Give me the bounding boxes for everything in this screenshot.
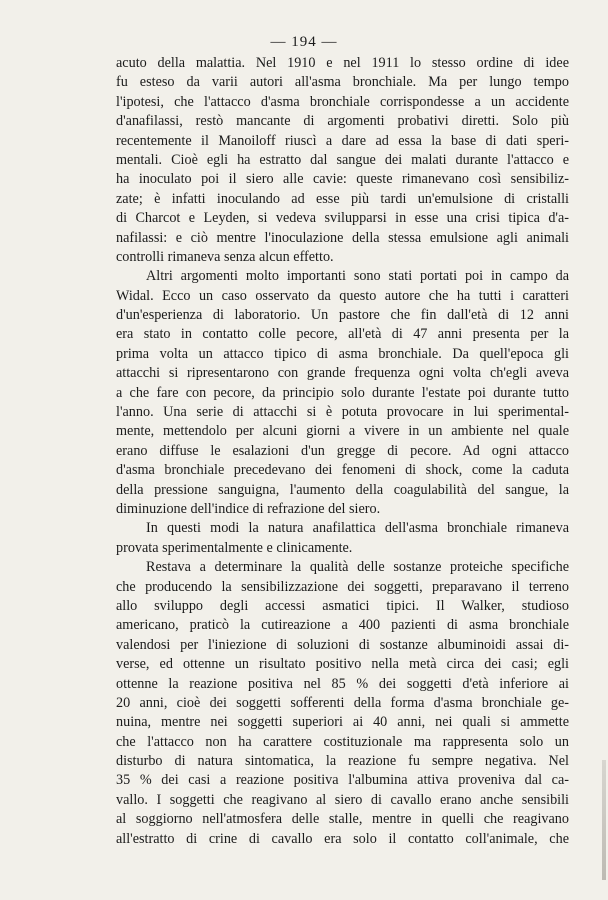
text-line: zate; è infatti inoculando ad esse più tardi un'emulsione di cristalli (116, 190, 569, 207)
text-line: al soggiorno nell'atmosfera delle stalle, mentre in quelli che reagivano (116, 811, 569, 828)
text-line: 20 anni, cioè dei soggetti sofferenti della forma d'asma bronchiale ge- (116, 694, 569, 711)
text-line: controlli rimaneva senza alcun effetto. (116, 248, 334, 265)
text-line: di Charcot e Leyden, si vedeva svilupparsi in esse una crisi tipica d'a- (116, 210, 569, 227)
text-line: erano diffuse le esalazioni d'un gregge di pecore. Ad ogni attacco (116, 442, 569, 459)
text-line: Restava a determinare la qualità delle sostanze proteiche specifiche (146, 559, 569, 576)
text-line: mentali. Cioè egli ha estratto dal sangue dei malati durante l'attacco e (116, 151, 569, 168)
text-line: vallo. I soggetti che reagivano al siero di cavallo erano anche sensibili (116, 791, 569, 808)
text-line: l'anno. Una serie di attacchi si è potuta provocare in lui sperimental- (116, 404, 569, 421)
text-line: Widal. Ecco un caso osservato da questo autore che ha tutti i caratteri (116, 287, 569, 304)
text-line: ha inoculato poi il siero alle cavie: queste rimanevano così sensibiliz- (116, 171, 569, 188)
text-line: Altri argomenti molto importanti sono stati portati poi in campo da (146, 268, 569, 285)
text-line: attacchi si ripresentarono con grande frequenza ogni volta ch'egli aveva (116, 365, 569, 382)
text-line: americano, praticò la cutireazione a 400 pazienti di asma bronchiale (116, 617, 569, 634)
page-number: — 194 — (270, 34, 338, 50)
text-line: che l'attacco non ha carattere costituzionale ma rappresenta solo un (116, 733, 569, 750)
text-line: l'ipotesi, che l'attacco d'asma bronchiale corrispondesse a un accidente (116, 93, 569, 110)
text-line: valendosi per l'iniezione di soluzioni di sostanze albuminoidi assai di- (116, 636, 569, 653)
text-line: mente, mettendolo per alcuni giorni a vivere in un ambiente nel quale (116, 423, 569, 440)
text-line: diminuzione dell'indice di refrazione del siero. (116, 500, 381, 517)
text-line: all'estratto di crine di cavallo era solo il contatto coll'animale, che (116, 830, 569, 847)
page-edge-shadow (602, 760, 606, 880)
text-line: a che fare con pecore, da principio solo durante l'estate poi durante tutto (116, 384, 569, 401)
text-line: che producendo la sensibilizzazione dei soggetti, preparavano il terreno (116, 578, 569, 595)
body-text (116, 54, 569, 849)
text-line: acuto della malattia. Nel 1910 e nel 1911 lo stesso ordine di idee (116, 55, 569, 71)
text-line: era stato in contatto colle pecore, all'età di 47 anni presenta per la (116, 326, 569, 343)
text-line: fu esteso da varii autori all'asma bronchiale. Ma per lungo tempo (116, 74, 569, 91)
text-line: ottenne la reazione positiva nel 85 % dei soggetti d'età inferiore ai (116, 675, 569, 692)
text-line: provata sperimentalmente e clinicamente. (116, 539, 353, 556)
text-line: della pressione sanguigna, l'aumento della coagulabilità del sangue, la (116, 481, 569, 498)
text-line: d'asma bronchiale precedevano dei fenomeni di shock, come la caduta (116, 462, 569, 479)
text-line: disturbo di natura sintomatica, la reazione fu sempre negativa. Nel (116, 753, 569, 770)
text-line: nafilassi: e ciò mentre l'inoculazione della stessa emulsione agli animali (116, 229, 569, 246)
text-line: recentemente il Manoiloff riuscì a dare ad essa la base di dati speri- (116, 132, 569, 149)
text-line: allo sviluppo degli accessi asmatici tipici. Il Walker, studioso (116, 597, 569, 614)
text-line: d'anafilassi, restò mancante di argomenti probativi diretti. Solo più (116, 113, 569, 130)
text-line: prima volta un attacco tipico di asma bronchiale. Da quell'epoca gli (116, 345, 569, 362)
text-line: 35 % dei casi a reazione positiva l'albumina attiva proveniva dal ca- (116, 772, 569, 789)
text-line: d'un'esperienza di laboratorio. Un pastore che fin dall'età di 12 anni (116, 307, 569, 324)
text-line: nuina, mentre nei soggetti superiori ai 40 anni, nei quali si ammette (116, 714, 569, 731)
text-line: In questi modi la natura anafilattica dell'asma bronchiale rimaneva (146, 520, 569, 537)
text-line: verse, ed ottenne un risultato positivo nella metà circa dei casi; egli (116, 656, 569, 673)
